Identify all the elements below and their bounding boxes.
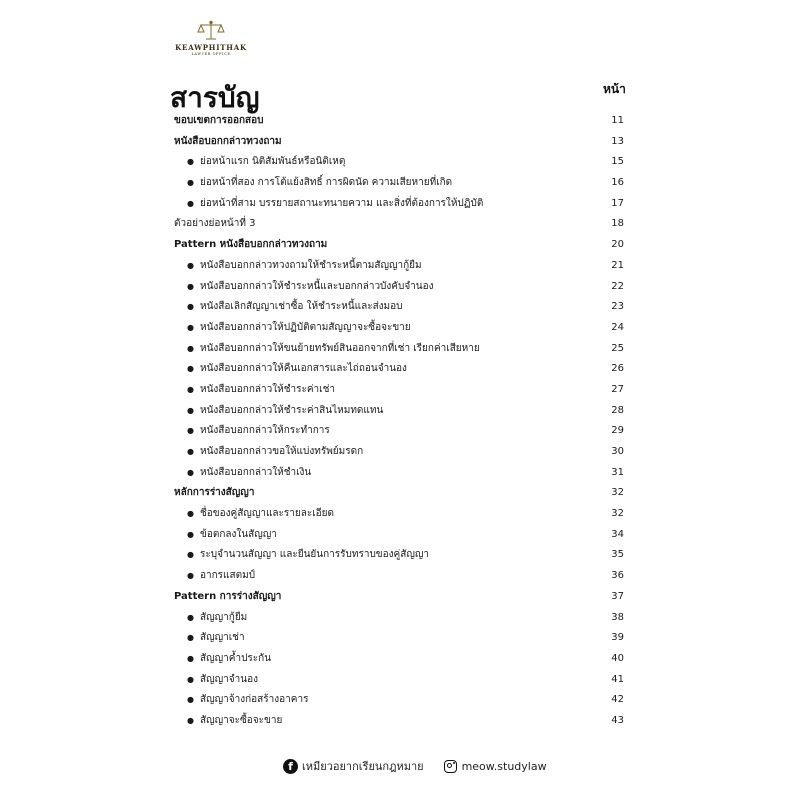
toc-entry-row — [174, 421, 624, 442]
bullet-icon: ● — [187, 674, 194, 684]
toc-page-number: 40 — [611, 652, 624, 664]
toc-page-number: 29 — [611, 425, 624, 437]
toc-page-number: 28 — [611, 404, 624, 416]
bullet-icon: ● — [187, 281, 194, 291]
toc-page-number: 39 — [611, 632, 624, 644]
toc-entry-label: หลักการร่างสัญญา — [174, 487, 255, 499]
toc-page-number: 32 — [611, 508, 624, 520]
bullet-icon: ● — [187, 467, 194, 477]
toc-page-number: 15 — [611, 156, 624, 168]
bullet-icon: ● — [187, 447, 194, 456]
toc-entry-row — [174, 194, 624, 215]
toc-section-row — [174, 587, 624, 608]
toc-section-row — [174, 111, 624, 132]
bullet-icon: ● — [187, 384, 194, 394]
toc-entry-label: สัญญาจะซื้อจะขาย — [200, 714, 283, 726]
toc-section-row — [174, 483, 624, 504]
toc-page-number: 23 — [611, 301, 624, 313]
toc-entry-row — [174, 339, 624, 360]
logo-name: KEAWPHITHAK — [175, 43, 247, 52]
toc-entry-row — [174, 318, 624, 339]
toc-entry-label: Pattern การร่างสัญญา — [174, 590, 282, 602]
toc-entry-label: สัญญาเช่า — [200, 632, 245, 644]
toc-entry-label: สัญญาค้ำประกัน — [200, 652, 272, 664]
bullet-icon: ● — [187, 343, 194, 353]
bullet-icon: ● — [187, 612, 194, 622]
toc-entry-label: ข้อตกลงในสัญญา — [200, 528, 277, 540]
toc-entry-label: ตัวอย่างย่อหน้าที่ 3 — [174, 218, 256, 230]
toc-entry-row — [174, 463, 624, 484]
toc-entry-row — [174, 277, 624, 298]
bullet-icon: ● — [187, 260, 194, 270]
toc-page-number: 27 — [611, 383, 624, 395]
toc-page-number: 34 — [611, 528, 624, 540]
toc-section-row — [174, 235, 624, 256]
toc-entry-row — [174, 380, 624, 401]
table-of-contents — [174, 111, 624, 732]
toc-entry-label: หนังสือบอกกล่าวให้ชำระหนี้และบอกกล่าวบังคับจำนอง — [200, 280, 434, 292]
toc-entry-row — [174, 401, 624, 422]
toc-entry-label: หนังสือบอกกล่าวให้กระทำการ — [200, 425, 330, 437]
toc-entry-label: ขอบเขตการออกสอบ — [174, 115, 264, 126]
toc-entry-label: หนังสือบอกกล่าวให้ปฏิบัติตามสัญญาจะซื้อจะขาย — [200, 321, 411, 333]
toc-entry-label: ย่อหน้าที่สาม บรรยายสถานะทนายความ และสิ่งที่ต้องการให้ปฏิบัติ — [200, 197, 484, 209]
toc-page-number: 30 — [611, 446, 624, 457]
page-column-header: หน้า — [603, 82, 626, 96]
toc-page-number: 26 — [611, 363, 624, 375]
toc-entry-row — [174, 442, 624, 463]
bullet-icon: ● — [187, 633, 194, 643]
toc-entry-row — [174, 670, 624, 691]
toc-entry-row — [174, 256, 624, 277]
toc-page-number: 37 — [611, 590, 624, 602]
toc-entry-label: หนังสือบอกกล่าวให้คืนเอกสารและไถ่ถอนจำนอง — [200, 363, 407, 375]
toc-entry-label: ระบุจำนวนสัญญา และยืนยันการรับทราบของคู่สัญญา — [200, 549, 429, 561]
toc-entry-label: หนังสือบอกกล่าวทวงถาม — [174, 135, 282, 147]
bullet-icon: ● — [187, 364, 194, 374]
facebook-icon: f — [283, 759, 298, 774]
bullet-icon: ● — [187, 509, 194, 519]
toc-entry-label: อากรแสตมป์ — [200, 570, 256, 582]
toc-page-number: 16 — [611, 177, 624, 189]
scales-of-justice-icon — [196, 20, 226, 42]
toc-entry-label: สัญญากู้ยืม — [200, 611, 248, 623]
toc-entry-row — [174, 711, 624, 732]
logo-subtitle: LAWYER OFFICE — [191, 52, 231, 56]
bullet-icon: ● — [187, 157, 194, 167]
bullet-icon: ● — [187, 550, 194, 560]
toc-entry-label: หนังสือบอกกล่าวให้ชำระค่าสินไหมทดแทน — [200, 404, 384, 416]
bullet-icon: ● — [187, 695, 194, 705]
toc-entry-label: หนังสือบอกกล่าวให้ชำระค่าเช่า — [200, 383, 335, 395]
bullet-icon: ● — [187, 529, 194, 539]
toc-page-number: 21 — [611, 259, 624, 271]
bullet-icon: ● — [187, 198, 194, 208]
bullet-icon: ● — [187, 302, 194, 312]
toc-entry-row — [174, 608, 624, 629]
toc-entry-row — [174, 690, 624, 711]
toc-page-number: 25 — [611, 342, 624, 354]
toc-entry-label: Pattern หนังสือบอกกล่าวทวงถาม — [174, 239, 328, 251]
toc-section-row — [174, 132, 624, 153]
toc-page-number: 24 — [611, 321, 624, 333]
toc-entry-row — [174, 297, 624, 318]
toc-entry-row — [174, 649, 624, 670]
page-title: สารบัญ — [170, 81, 260, 114]
toc-entry-row — [174, 173, 624, 194]
bullet-icon: ● — [187, 653, 194, 663]
bullet-icon: ● — [187, 405, 194, 415]
toc-page-number: 38 — [611, 611, 624, 623]
toc-entry-row — [174, 152, 624, 173]
toc-page-number: 31 — [611, 466, 624, 478]
footer — [283, 755, 547, 777]
toc-entry-label: หนังสือบอกกล่าวขอให้แบ่งทรัพย์มรดก — [200, 446, 364, 457]
toc-entry-label: หนังสือบอกกล่าวให้ขนย้ายทรัพย์สินออกจากที่เช่า เรียกค่าเสียหาย — [200, 342, 480, 354]
toc-entry-label: หนังสือบอกกล่าวทวงถามให้ชำระหนี้ตามสัญญากู้ยืม — [200, 259, 422, 271]
toc-entry-row — [174, 525, 624, 546]
toc-page-number: 17 — [611, 197, 624, 209]
bullet-icon: ● — [187, 322, 194, 332]
toc-entry-label: ย่อหน้าที่สอง การโต้แย้งสิทธิ์ การผิดนัด ความเสียหายที่เกิด — [200, 177, 453, 189]
toc-page-number: 43 — [611, 714, 624, 726]
bullet-icon: ● — [187, 571, 194, 581]
bullet-icon: ● — [187, 178, 194, 188]
toc-page-number: 20 — [611, 239, 624, 251]
bullet-icon: ● — [187, 715, 194, 725]
toc-page-number: 18 — [611, 218, 624, 230]
toc-entry-label: สัญญาจ้างก่อสร้างอาคาร — [200, 694, 309, 706]
law-office-logo — [166, 20, 256, 64]
toc-page-number: 32 — [611, 487, 624, 499]
toc-page-number: 13 — [611, 135, 624, 147]
toc-entry-row — [174, 628, 624, 649]
instagram-icon — [444, 760, 457, 773]
toc-entry-label: หนังสือเลิกสัญญาเช่าซื้อ ให้ชำระหนี้และส่งมอบ — [200, 301, 403, 313]
toc-entry-label: สัญญาจำนอง — [200, 673, 258, 685]
facebook-page-name: เหมียวอยากเรียนกฎหมาย — [302, 760, 424, 773]
toc-entry-label: ย่อหน้าแรก นิติสัมพันธ์หรือนิติเหตุ — [200, 156, 346, 168]
toc-entry-row — [174, 504, 624, 525]
toc-page-number: 36 — [611, 570, 624, 582]
bullet-icon: ● — [187, 426, 194, 436]
toc-entry-row — [174, 545, 624, 566]
toc-page-number: 35 — [611, 549, 624, 561]
toc-entry-label: ชื่อของคู่สัญญาและรายละเอียด — [200, 508, 335, 520]
toc-page-number: 41 — [611, 673, 624, 685]
toc-page-number: 42 — [611, 694, 624, 706]
toc-entry-label: หนังสือบอกกล่าวให้ชำเงิน — [200, 466, 312, 478]
instagram-handle: meow.studylaw — [461, 759, 547, 773]
toc-entry-row — [174, 359, 624, 380]
toc-page-number: 11 — [611, 115, 624, 126]
toc-entry-row — [174, 214, 624, 235]
toc-page-number: 22 — [611, 280, 624, 292]
toc-entry-row — [174, 566, 624, 587]
